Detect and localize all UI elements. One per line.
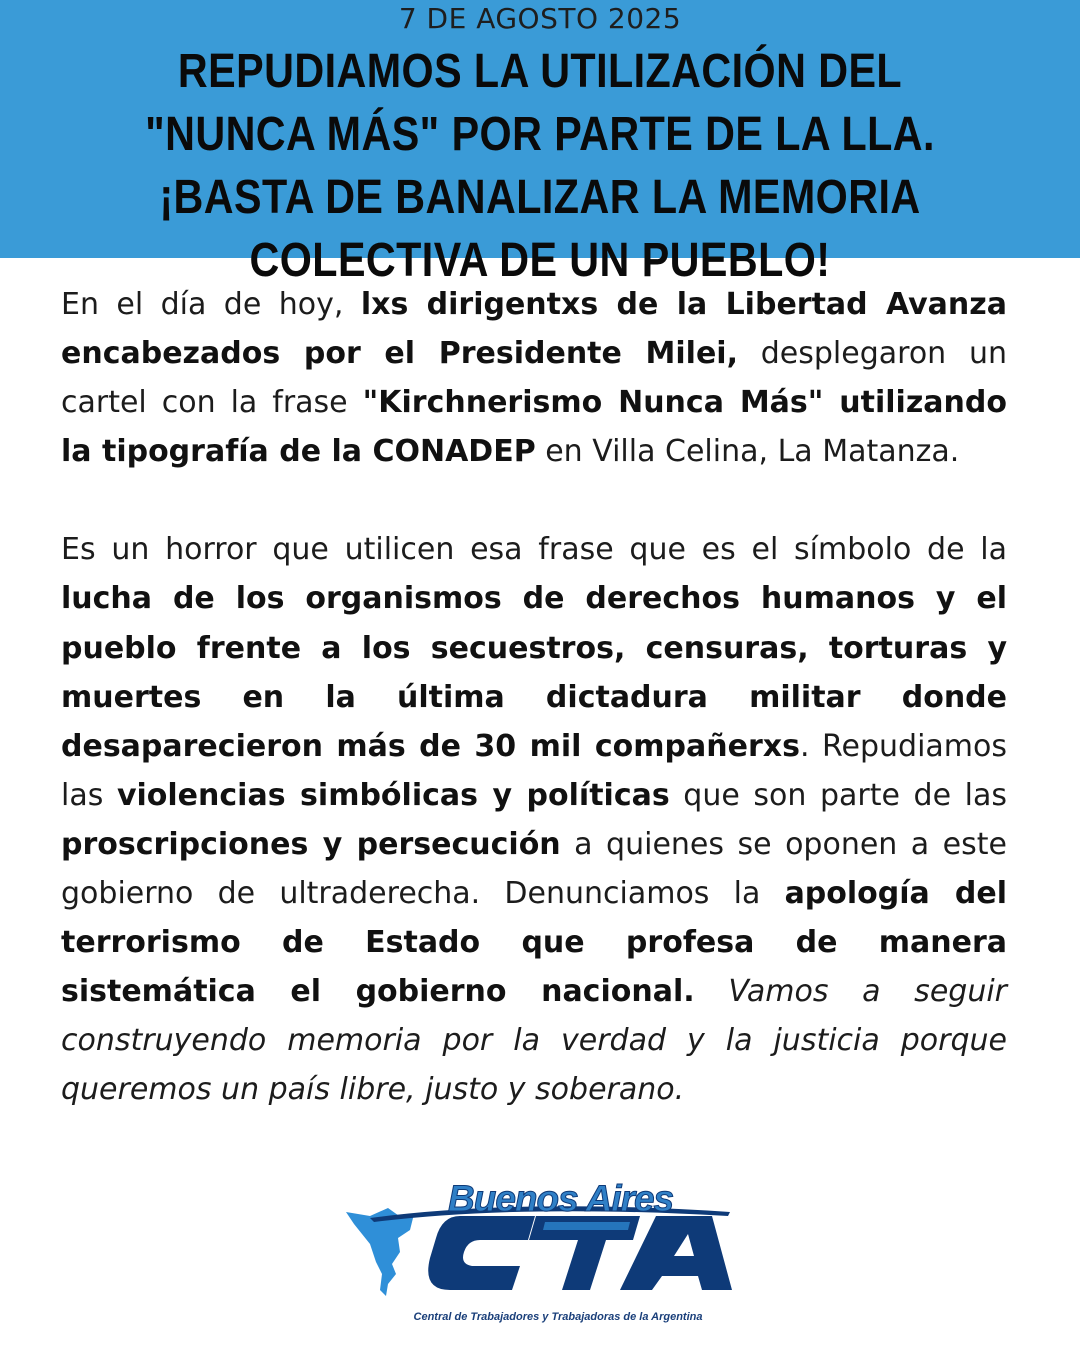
text-span: Es un horror que utilicen esa frase que es el símbolo de la — [61, 532, 1007, 568]
text-span: a quienes se oponen a este gobierno de ultraderecha. Denunciamos la — [61, 826, 1007, 912]
bold-span: proscripciones y persecución — [61, 826, 561, 862]
italic-span: Vamos a seguir construyendo memoria por la verdad y la justicia porque queremos un país libre, justo y soberano. — [61, 974, 1007, 1108]
bold-span: lucha de los organismos de derechos humanos y el pueblo frente a los secuestros, censuras, torturas y muertes en la última dictadura militar donde desaparecieron más de 30 mil compañerxs — [61, 581, 1007, 764]
date-label: 7 DE AGOSTO 2025 — [398, 2, 682, 35]
letter-a-shape — [620, 1216, 732, 1290]
cta-logo — [340, 1178, 740, 1338]
header-banner — [0, 0, 1080, 287]
text-span: que son parte de las — [669, 777, 1007, 813]
text-span: en Villa Celina, La Matanza. — [535, 434, 960, 470]
bold-span: "Kirchnerismo Nunca Más" utilizando la tipografía de la CONADEP — [61, 385, 1007, 470]
paragraph-2 — [61, 525, 1007, 1114]
bold-span: lxs dirigentxs de la Libertad Avanza encabezados por el Presidente Milei, — [61, 287, 1007, 372]
text-span: En el día de hoy, — [61, 287, 361, 322]
text-span: desplegaron un cartel con la frase — [61, 336, 1007, 421]
letter-c-shape — [428, 1216, 535, 1290]
bold-span: apología del terrorismo de Estado que profesa de manera sistemática el gobierno nacional. — [61, 876, 1008, 1010]
letter-t-highlight — [543, 1222, 630, 1230]
text-span: . Repudiamos las — [61, 728, 1007, 813]
page-title: REPUDIAMOS LA UTILIZACIÓN DEL "NUNCA MÁS" POR PARTE DE LA LLA. ¡BASTA DE BANALIZAR LA MEMORIA COLECTIVA DE UN PUEBLO! — [145, 45, 935, 287]
statement-body — [61, 280, 1007, 1115]
bold-span: violencias simbólicas y políticas — [116, 777, 670, 813]
paragraph-1 — [61, 280, 1007, 476]
logo-buenos-aires: Buenos Aires — [448, 1178, 674, 1219]
logo-subtitle: Central de Trabajadores y Trabajadoras de la Argentina — [413, 1311, 703, 1323]
